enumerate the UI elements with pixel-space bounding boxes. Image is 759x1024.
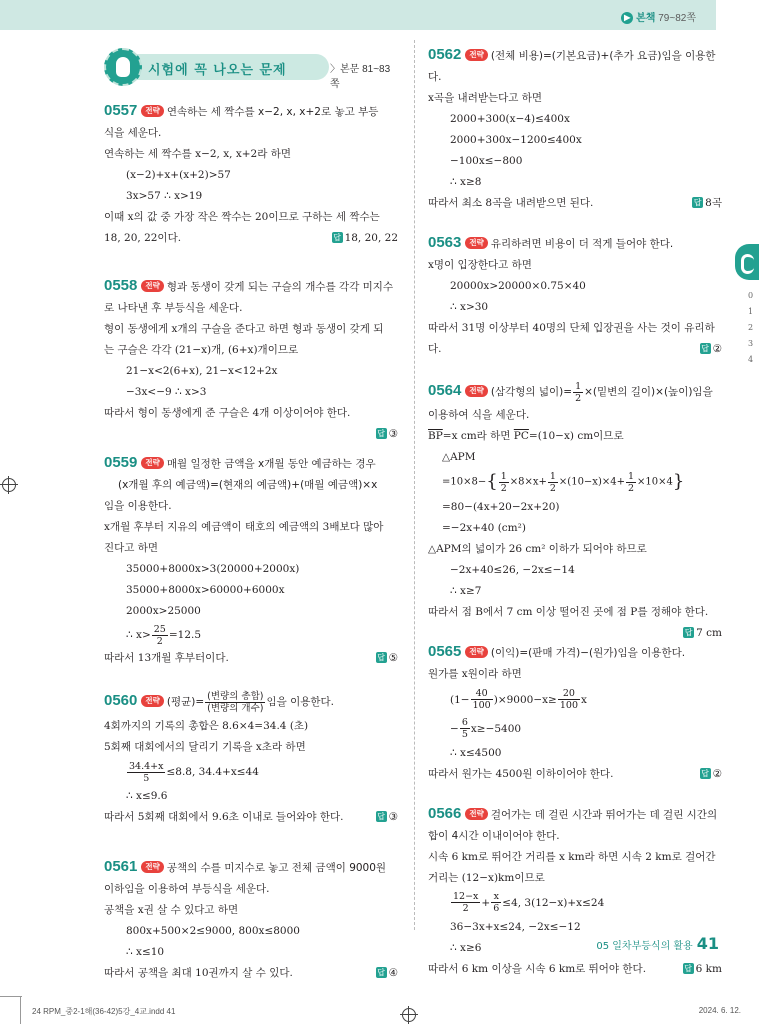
side-tab [735, 244, 759, 280]
problem-number: 0557 [104, 102, 138, 119]
strategy-tag: 전략 [465, 237, 488, 249]
problem-number: 0561 [104, 858, 138, 875]
fraction: $\frac{34.4+x}{5}$ [129, 760, 164, 784]
answer: 답 ③ [377, 428, 398, 440]
file-name: 24 RPM_중2-1해(36-42)5강_4교.indd 41 [32, 1007, 176, 1016]
fraction: $\frac{x}{6}$ [493, 891, 500, 914]
problem-0565: 0565 전략 (이익)=(판매 가격)−(원가)임을 이용한다. 원가를 x원이라 하면 (1− $\frac{40}{100}$ )×9000−x≥ $\frac{20}{100}$ x − $\frac{6}{5}$ x≥−5400 ∴ x≤4500 따라서 원가는 4500원 이하이어야 한다. 답 ② [428, 641, 722, 785]
banner-range: 〉본문 81~83쪽 [330, 64, 391, 90]
registration-mark-icon [402, 1008, 416, 1022]
problem-0559: 0559 전략 매월 일정한 금액을 x개월 동안 예금하는 경우 (x개월 후의 예금액)=(현재의 예금액)+(매월 예금액)×x 임을 이용한다. x개월 후부터 지유의 예금액이 태호의 예금액의 3배보다 많아 진다고 하면 35000+8000x>3(20000+2000x) 35000+8000x>60000+6000x 2000x>25000 ∴ x> $\frac{25}{2}$ =12.5 따라서 13개월 후부터이다. 답 ⑤ [104, 452, 398, 669]
problem-number: 0558 [104, 277, 138, 294]
side-char: 0 [748, 291, 754, 300]
fraction: $\frac{12-x}{2}$ [453, 891, 479, 914]
answer: 답 ④ [377, 967, 398, 979]
side-chars [748, 288, 756, 368]
answer: 답 ② [701, 343, 722, 355]
problem-number: 0566 [428, 804, 462, 822]
answer: 답 ② [701, 767, 722, 780]
page-footer [596, 934, 719, 953]
fraction: $\frac{\text{(변량의 총합)}}{\text{(변량의 개수)}}$ [207, 690, 264, 714]
strategy-tag: 전략 [141, 695, 164, 707]
problem-0563: 0563 전략 유리하려면 비용이 더 적게 들어야 한다. x명이 입장한다고 하면 20000x>20000×0.75×40 ∴ x>30 따라서 31명 이상부터 40명의 단체 입장권을 사는 것이 유리하 다. 답 ② [428, 232, 722, 360]
problem-0566: 0566 전략 걸어가는 데 걸린 시간과 뛰어가는 데 걸린 시간의 합이 4시간 이내이어야 한다. 시속 6 km로 뛰어간 거리를 x km라 하면 시속 2 km로 걸어간 거리는 (12−x)km이므로 $\frac{12-x}{2}$ + $\frac{x}{6}$ ≤4, 3(12−x)+x≤24 36−3x+x≤24, −2x≤−12 ∴ x≥6 따라서 6 km 이상을 시속 6 km로 뛰어야 한다. 답 6 km [428, 803, 722, 980]
print-date: 2024. 6. 12. [698, 1006, 741, 1015]
side-char: 3 [748, 339, 754, 348]
strategy-tag: 전략 [465, 385, 488, 397]
mascot-icon [104, 48, 142, 86]
problem-number: 0559 [104, 454, 138, 471]
registration-mark-icon [2, 478, 16, 492]
section-banner [104, 48, 398, 90]
problem-number: 0564 [428, 382, 462, 399]
arrow-icon: ▶ [621, 12, 633, 24]
fraction: $\frac{20}{100}$ [559, 688, 578, 711]
crop-mark [0, 996, 22, 997]
segment-pc: $\overline{PC}$ [513, 430, 529, 442]
fraction: $\frac{1}{2}$ [549, 470, 556, 494]
strategy-tag: 전략 [141, 861, 164, 873]
answer: 답 18, 20, 22 [333, 232, 398, 244]
problem-number: 0560 [104, 692, 138, 709]
strategy-tag: 전략 [465, 646, 488, 658]
problem-number: 0562 [428, 46, 462, 63]
fraction: $\frac{1}{2}$ [575, 380, 582, 404]
fraction: $\frac{6}{5}$ [461, 717, 468, 740]
side-char: 1 [748, 307, 754, 316]
problem-number: 0565 [428, 642, 462, 660]
strategy-tag: 전략 [465, 49, 488, 61]
fraction: $\frac{1}{2}$ [500, 470, 507, 494]
problem-0557: 0557 전략 연속하는 세 짝수를 x−2, x, x+2로 놓고 부등 식을 세운다. 연속하는 세 짝수를 x−2, x, x+2라 하면 (x−2)+x+(x+2)>57 3x>57 ∴ x>19 이때 x의 값 중 가장 작은 짝수는 20이므로 구하는 세 짝수는 18, 20, 22이다. 답 18, 20, 22 [104, 100, 398, 249]
right-column [428, 40, 722, 998]
strategy-tag: 전략 [465, 808, 488, 820]
answer: 답 ⑤ [377, 652, 398, 664]
answer: 답 ③ [377, 811, 398, 823]
tab-c-icon [741, 254, 754, 274]
banner-title: 시험에 꼭 나오는 문제 [148, 63, 287, 78]
crop-mark [20, 996, 21, 1024]
page-number: 41 [696, 934, 719, 953]
problem-0564: 0564 전략 (삼각형의 넓이)= $\frac{1}{2}$ ×(밑변의 길이)×(높이)임을 이용하여 식을 세운다. $\overline{BP}=x$ cm라 하면 $\overline{PC}=(10-x)$ cm이므로 △APM =10×8−{ $\frac{1}{2}$ ×8×x+ $\frac{1}{2}$ ×(10−x)×4+ $\frac{1}{2}$ ×10×4} =80−(4x+20−2x+20) =−2x+40 (cm²) △APM의 넓이가 26 cm² 이하가 되어야 하므로 −2x+40≤26, −2x≤−14 ∴ x≥7 따라서 점 B에서 7 cm 이상 떨어진 곳에 점 P를 정해야 한다. 답 7 cm [428, 378, 722, 623]
answer: 답 8곡 [693, 197, 722, 209]
strategy-tag: 전략 [141, 457, 164, 469]
column-divider [414, 40, 415, 930]
segment-bp: $\overline{BP}$ [428, 430, 443, 442]
side-char: 4 [748, 355, 754, 364]
answer: 답 7 cm [684, 626, 722, 639]
chapter-title: 05 일차부등식의 활용 [596, 941, 693, 952]
left-column [104, 40, 398, 1002]
answer: 답 6 km [684, 962, 722, 975]
problem-number: 0563 [428, 234, 462, 251]
top-band [0, 0, 716, 30]
fraction: $\frac{40}{100}$ [472, 688, 491, 711]
side-char: 2 [748, 323, 754, 332]
problem-0561: 0561 전략 공책의 수를 미지수로 놓고 전체 금액이 9000원 이하임을 이용하여 부등식을 세운다. 공책을 x권 살 수 있다고 하면 800x+500×2≤9000, 800x≤8000 ∴ x≤10 따라서 공책을 최대 10권까지 살 수 있다. 답 ④ [104, 856, 398, 984]
reference-pages: ▶ 본책 79~82쪽 [621, 9, 696, 24]
problem-0562: 0562 전략 (전체 비용)=(기본요금)+(추가 요금)임을 이용한 다. x곡을 내려받는다고 하면 2000+300(x−4)≤400x 2000+300x−1200≤400x −100x≤−800 ∴ x≥8 따라서 최소 8곡을 내려받으면 된다. 답 8곡 [428, 44, 722, 214]
strategy-tag: 전략 [141, 280, 164, 292]
fraction: $\frac{1}{2}$ [627, 470, 635, 494]
strategy-tag: 전략 [141, 105, 164, 117]
fraction: $\frac{25}{2}$ [153, 623, 166, 647]
problem-0558: 0558 전략 형과 동생이 갖게 되는 구슬의 개수를 각각 미지수 로 나타낸 후 부등식을 세운다. 형이 동생에게 x개의 구슬을 준다고 하면 형과 동생이 갖게 되 는 구슬은 각각 (21−x)개, (6+x)개이므로 21−x<2(6+x), 21−x<12+2x −3x<−9 ∴ x>3 따라서 형이 동생에게 준 구슬은 4개 이상이어야 한다. 답 ③ [104, 275, 398, 424]
problem-0560: 0560 전략 (평균)= $\frac{\text{(변량의 총합)}}{\text{(변량의 개수)}}$ 임을 이용한다. 4회까지의 기록의 총합은 8.6×4=34.4 (초) 5회째 대회에서의 달리기 기록을 x초라 하면 $\frac{34.4+x}{5}$ ≤8.8, 34.4+x≤44 ∴ x≤9.6 따라서 5회째 대회에서 9.6초 이내로 들어와야 한다. 답 ③ [104, 687, 398, 828]
